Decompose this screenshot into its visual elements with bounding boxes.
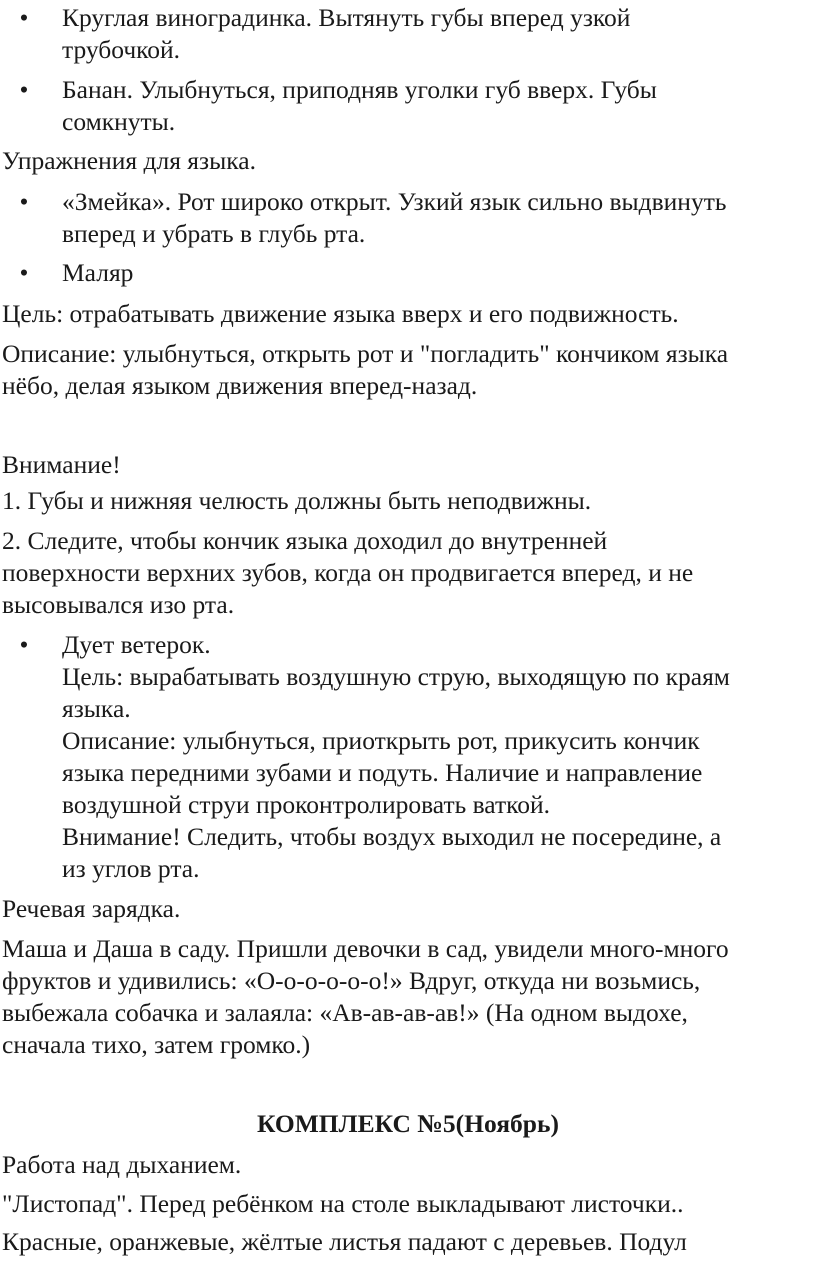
bullet-marker: • — [19, 258, 29, 287]
attention-heading: Внимание! — [2, 450, 121, 479]
item-text-line: Банан. Улыбнуться, приподняв уголки губ вверх. Губы — [62, 75, 657, 104]
bullet-marker: • — [19, 75, 29, 104]
note-line: поверхности верхних зубов, когда он продвигается вперед, и не — [2, 558, 694, 587]
list-item-painter — [62, 257, 812, 289]
story-line: сначала тихо, затем громко.) — [2, 1030, 311, 1059]
note-line: высовывался изо рта. — [2, 590, 235, 619]
bullet-marker: • — [19, 630, 29, 659]
story-line: выбежала собачка и залаяла: «Ав-ав-ав-ав!» (На одном выдохе, — [2, 998, 688, 1027]
story-line: Маша и Даша в саду. Пришли девочки в сад, увидели много-много — [2, 934, 729, 963]
speech-story — [2, 933, 812, 1061]
bullet-marker: • — [19, 3, 29, 32]
leaf-fall-line: Красные, оранжевые, жёлтые листья падают с деревьев. Подул — [2, 1227, 687, 1256]
bullet-marker: • — [19, 187, 29, 216]
item-text-line: Цель: вырабатывать воздушную струю, выходящую по краям — [62, 662, 730, 691]
item-text-line: вперед и убрать в глубь рта. — [62, 219, 366, 248]
note-1: 1. Губы и нижняя челюсть должны быть неподвижны. — [2, 486, 592, 515]
item-text-line: сомкнуты. — [62, 107, 176, 136]
item-text-line: языка. — [62, 694, 131, 723]
item-text-line: «Змейка». Рот широко открыт. Узкий язык сильно выдвинуть — [62, 187, 727, 216]
item-text-line: воздушной струи проконтролировать ваткой. — [62, 790, 550, 819]
item-text-line: языка передними зубами и подуть. Наличие и направление — [62, 758, 703, 787]
note-line: 2. Следите, чтобы кончик языка доходил до внутренней — [2, 526, 608, 555]
list-item-snake — [62, 186, 812, 250]
leaf-fall-line: "Листопад". Перед ребёнком на столе выкладывают листочки.. — [2, 1189, 684, 1218]
story-line: фруктов и удивились: «О-о-о-о-о-о!» Вдруг, откуда ни возьмись, — [2, 966, 701, 995]
item-text-line: Внимание! Следить, чтобы воздух выходил не посередине, а — [62, 822, 722, 851]
description-line: Описание: улыбнуться, открыть рот и "погладить" кончиком языка — [2, 339, 729, 368]
speech-heading: Речевая зарядка. — [2, 894, 181, 923]
item-text-line: трубочкой. — [62, 35, 181, 64]
tongue-exercises-heading: Упражнения для языка. — [2, 146, 256, 175]
list-item-round-grape — [62, 2, 812, 66]
item-text-line: Круглая виноградинка. Вытянуть губы вперед узкой — [62, 3, 631, 32]
painter-goal: Цель: отрабатывать движение языка вверх и его подвижность. — [2, 299, 679, 328]
description-line: нёбо, делая языком движения вперед-назад. — [2, 371, 478, 400]
breathing-heading: Работа над дыханием. — [2, 1150, 242, 1179]
list-item-breeze — [62, 629, 812, 885]
item-text-line: Дует ветерок. — [62, 630, 211, 659]
item-text-line: из углов рта. — [62, 854, 200, 883]
item-text-line: Маляр — [62, 258, 134, 287]
list-item-banana — [62, 74, 812, 138]
note-2 — [2, 525, 812, 621]
painter-description — [2, 338, 812, 402]
complex-title: КОМПЛЕКС №5(Ноябрь) — [257, 1109, 559, 1138]
item-text-line: Описание: улыбнуться, приоткрыть рот, прикусить кончик — [62, 726, 700, 755]
